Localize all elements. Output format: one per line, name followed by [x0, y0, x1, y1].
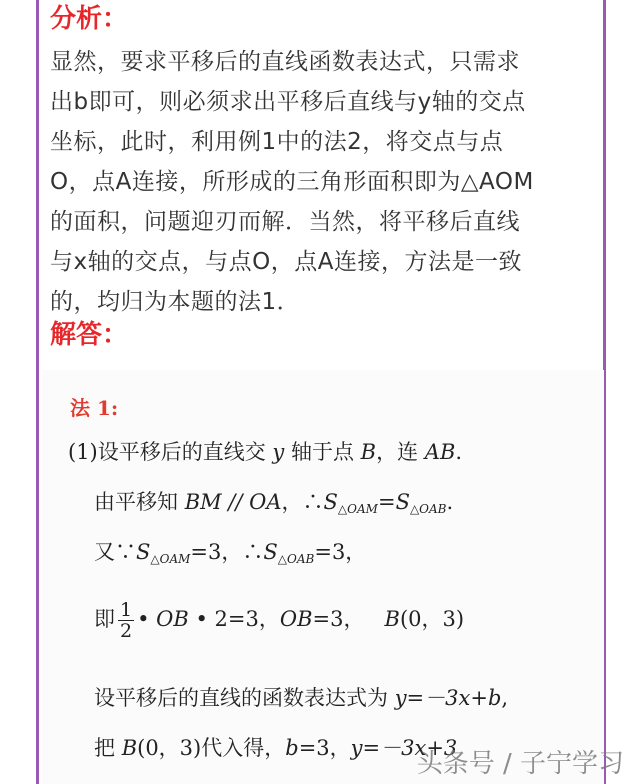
- method-label: 法 1:: [70, 396, 119, 420]
- var-OB: OB: [279, 607, 313, 631]
- text: • 2=3，: [188, 607, 280, 631]
- equation: y=－3x+3: [350, 736, 458, 760]
- text: (1)设平移后的直线交: [68, 440, 273, 464]
- text: 由平移知: [94, 490, 185, 514]
- text: .: [455, 440, 463, 464]
- subscript: △OAM: [337, 502, 378, 516]
- watermark: 头条号 / 子宁学习: [416, 749, 624, 779]
- text: =3，∴: [190, 540, 264, 564]
- denominator: 2: [120, 620, 133, 642]
- var-BM: BM: [184, 490, 222, 514]
- analysis-line: 与x轴的交点，与点O，点A连接，方法是一致: [50, 249, 522, 275]
- solution-line-1: [68, 438, 462, 466]
- solution-line-3: [94, 538, 366, 573]
- subscript: △OAB: [277, 552, 315, 566]
- text: 即: [94, 607, 115, 631]
- var-y: y: [272, 440, 285, 464]
- text: .: [446, 490, 454, 514]
- solution-line-5: [94, 684, 508, 712]
- var-AB: AB: [424, 440, 456, 464]
- text: 设平移后的直线的函数表达式为: [94, 686, 395, 710]
- text: ,: [501, 686, 509, 710]
- text: ，∴: [281, 490, 324, 514]
- text: =3，: [298, 736, 351, 760]
- solution-line-4: [94, 600, 464, 641]
- solution-line-6: [94, 734, 457, 762]
- equation: y=－3x+b: [394, 686, 502, 710]
- var-b: b: [285, 736, 299, 760]
- text: ，连: [376, 440, 425, 464]
- var-S: S: [395, 490, 410, 514]
- analysis-line: 出b即可，则必须求出平移后直线与y轴的交点: [50, 89, 526, 115]
- solution-line-2: [94, 488, 453, 523]
- subscript: △OAM: [150, 552, 191, 566]
- var-S: S: [323, 490, 338, 514]
- text: =: [377, 490, 396, 514]
- var-B: B: [121, 736, 138, 760]
- analysis-line: 坐标，此时，利用例1中的法2，将交点与点: [50, 129, 504, 155]
- text: =3，: [314, 540, 367, 564]
- analysis-heading: 分析：: [50, 4, 129, 34]
- var-S: S: [136, 540, 151, 564]
- numerator: 1: [120, 599, 133, 621]
- fraction: [118, 600, 134, 641]
- analysis-text: [50, 42, 595, 322]
- analysis-line: 的，均归为本题的法1．: [50, 289, 301, 315]
- text: 把: [94, 736, 122, 760]
- subscript: △OAB: [409, 502, 447, 516]
- answer-heading: 解答：: [50, 320, 129, 350]
- parallel-symbol: //: [221, 490, 250, 514]
- analysis-line: O，点A连接，所形成的三角形面积即为△AOM: [50, 169, 534, 195]
- text: =3，: [312, 607, 385, 631]
- text: •: [137, 607, 157, 631]
- var-S: S: [263, 540, 278, 564]
- var-B: B: [384, 607, 400, 631]
- text: (0，3)代入得，: [137, 736, 286, 760]
- solution-image: [42, 370, 604, 784]
- var-OB: OB: [156, 607, 189, 631]
- text: 轴于点: [284, 440, 361, 464]
- text: (0，3): [399, 607, 465, 631]
- text: 又∵: [94, 540, 136, 564]
- var-B: B: [360, 440, 377, 464]
- var-OA: OA: [249, 490, 282, 514]
- analysis-line: 的面积，问题迎刃而解．当然，将平移后直线: [50, 209, 520, 235]
- analysis-line: 显然，要求平移后的直线函数表达式，只需求: [50, 49, 520, 75]
